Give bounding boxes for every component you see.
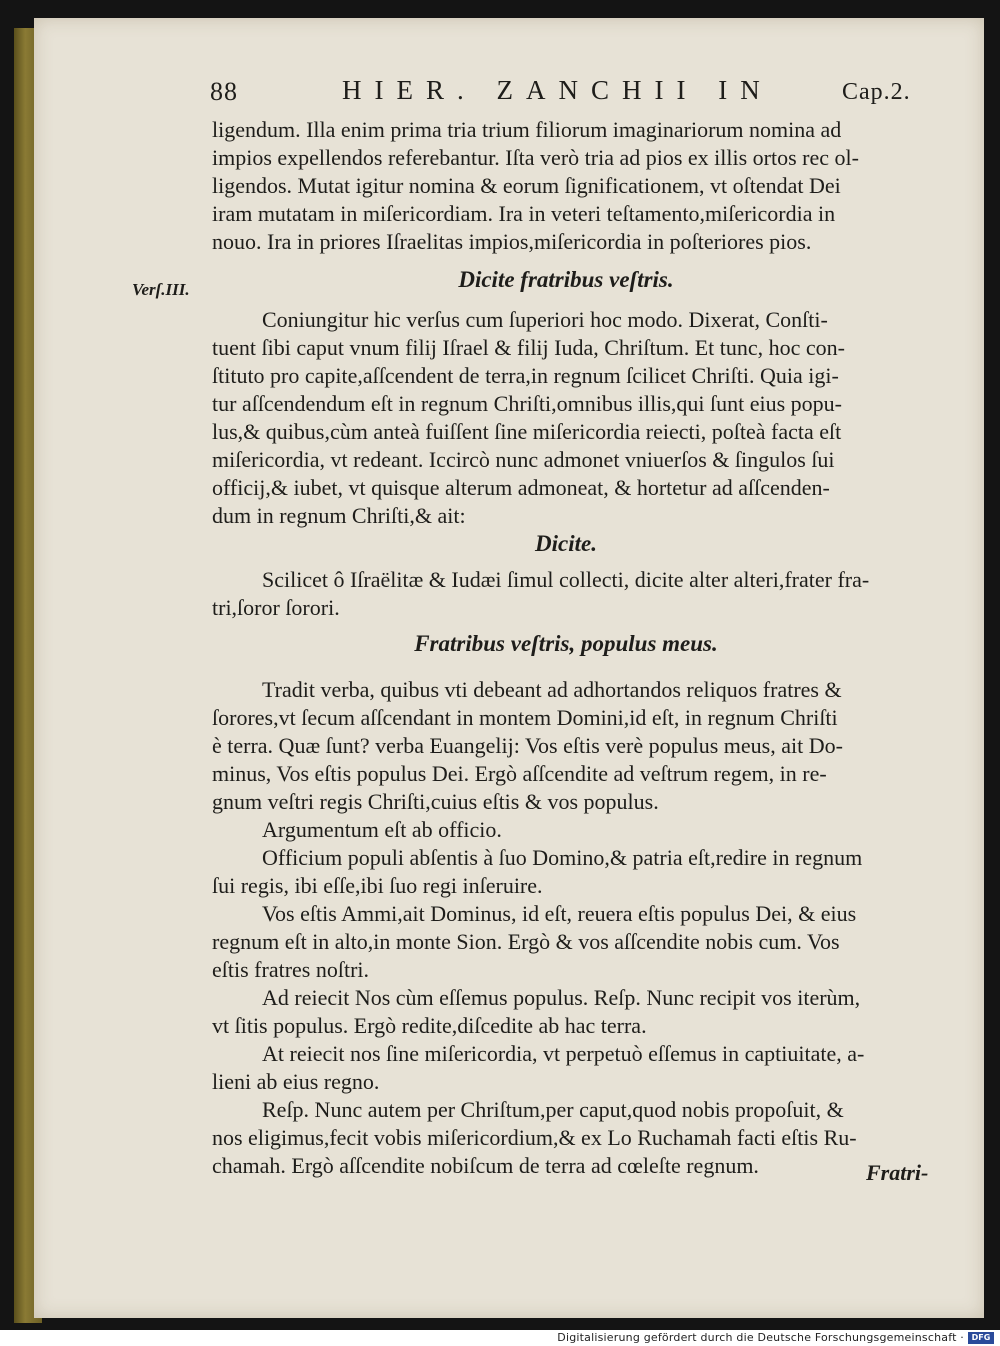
- text-line: gnum veſtri regis Chriſti,cuius eſtis & vos populus.: [212, 789, 659, 814]
- catchword: Fratri-: [866, 1160, 929, 1185]
- text-line: lus,& quibus,cùm anteà fuiſſent ſine miſericordia reiecti, poſteà facta eſt: [212, 419, 842, 444]
- footer-credit: Digitalisierung gefördert durch die Deutsche Forschungsgemeinschaft ·: [557, 1331, 964, 1344]
- section-heading-dicite-fratribus: Dicite fratribus veſtris.: [458, 267, 674, 292]
- text-line: è terra. Quæ ſunt? verba Euangelij: Vos eſtis verè populus meus, ait Do-: [212, 733, 843, 758]
- text-line: miſericordia, vt redeant. Iccircò nunc admonet vniuerſos & ſingulos ſui: [212, 447, 835, 472]
- dfg-logo-icon: DFG: [968, 1332, 994, 1344]
- section-heading-fratribus-populus: Fratribus veſtris, populus meus.: [414, 631, 718, 656]
- text-line: ſtituto pro capite,aſſcendent de terra,in regnum ſcilicet Chriſti. Quia igi-: [212, 363, 839, 388]
- text-line: Scilicet ô Iſraëlitæ & Iudæi ſimul collecti, dicite alter alteri,frater fra-: [262, 567, 870, 592]
- text-line: chamah. Ergò aſſcendite nobiſcum de terra ad cœleſte regnum.: [212, 1153, 759, 1178]
- text-line: Ad reiecit Nos cùm eſſemus populus. Reſp. Nunc recipit vos iterùm,: [262, 985, 861, 1010]
- text-line: ſorores,vt ſecum aſſcendant in montem Domini,id eſt, in regnum Chriſti: [212, 705, 838, 730]
- text-line: nos eligimus,fecit vobis miſericordium,& ex Lo Ruchamah facti eſtis Ru-: [212, 1125, 857, 1150]
- paragraph-3: [212, 566, 920, 622]
- text-line: regnum eſt in alto,in monte Sion. Ergò & vos aſſcendite nobis cum. Vos: [212, 929, 840, 954]
- text-line: tur aſſcendendum eſt in regnum Chriſti,omnibus illis,qui ſunt eius popu-: [212, 391, 842, 416]
- text-line: minus, Vos eſtis populus Dei. Ergò aſſcendite ad veſtrum regem, in re-: [212, 761, 827, 786]
- text-line: iram mutatam in miſericordiam. Ira in veteri teſtamento,miſericordia in: [212, 201, 836, 226]
- text-line: impios expellendos referebantur. Iſta verò tria ad pios ex illis ortos rec ol-: [212, 145, 859, 170]
- paragraph-4: [212, 676, 920, 1180]
- section-heading-dicite: Dicite.: [535, 531, 597, 556]
- text-line: ſui regis, ibi eſſe,ibi ſuo regi inſeruire.: [212, 873, 543, 898]
- text-line: nouo. Ira in priores Iſraelitas impios,miſericordia in poſteriores pios.: [212, 229, 812, 254]
- chapter-label: Cap.2.: [842, 79, 911, 105]
- page-number: 88: [210, 77, 238, 106]
- text-line: tuent ſibi caput vnum filij Iſrael & filij Iuda, Chriſtum. Et tunc, hoc con-: [212, 335, 845, 360]
- text-line: Vos eſtis Ammi,ait Dominus, id eſt, reuera eſtis populus Dei, & eius: [262, 901, 857, 926]
- text-line: dum in regnum Chriſti,& ait:: [212, 503, 466, 528]
- paragraph-1: [212, 116, 920, 256]
- text-line: lieni ab eius regno.: [212, 1069, 380, 1094]
- text-line: At reiecit nos ſine miſericordia, vt perpetuò eſſemus in captiuitate, a-: [262, 1041, 865, 1066]
- paragraph-2: [212, 306, 920, 530]
- text-line: Tradit verba, quibus vti debeant ad adhortandos reliquos fratres &: [262, 677, 842, 702]
- text-line: ligendos. Mutat igitur nomina & eorum ſignificationem, vt oſtendat Dei: [212, 173, 841, 198]
- text-line: Officium populi abſentis à ſuo Domino,& patria eſt,redire in regnum: [262, 845, 863, 870]
- text-line: Argumentum eſt ab officio.: [262, 817, 502, 842]
- margin-verse-note: Verſ.III.: [132, 280, 190, 299]
- text-line: officij,& iubet, vt quisque alterum admoneat, & hortetur ad aſſcenden-: [212, 475, 830, 500]
- text-line: tri,ſoror ſorori.: [212, 595, 340, 620]
- text-line: vt ſitis populus. Ergò redite,diſcedite ab hac terra.: [212, 1013, 647, 1038]
- text-line: Coniungitur hic verſus cum ſuperiori hoc modo. Dixerat, Conſti-: [262, 307, 828, 332]
- text-line: eſtis fratres noſtri.: [212, 957, 370, 982]
- digitization-footer: [0, 1330, 1000, 1346]
- running-title: HIER. ZANCHII IN: [342, 75, 773, 105]
- text-line: Reſp. Nunc autem per Chriſtum,per caput,quod nobis propoſuit, &: [262, 1097, 844, 1122]
- text-line: ligendum. Illa enim prima tria trium filiorum imaginariorum nomina ad: [212, 117, 842, 142]
